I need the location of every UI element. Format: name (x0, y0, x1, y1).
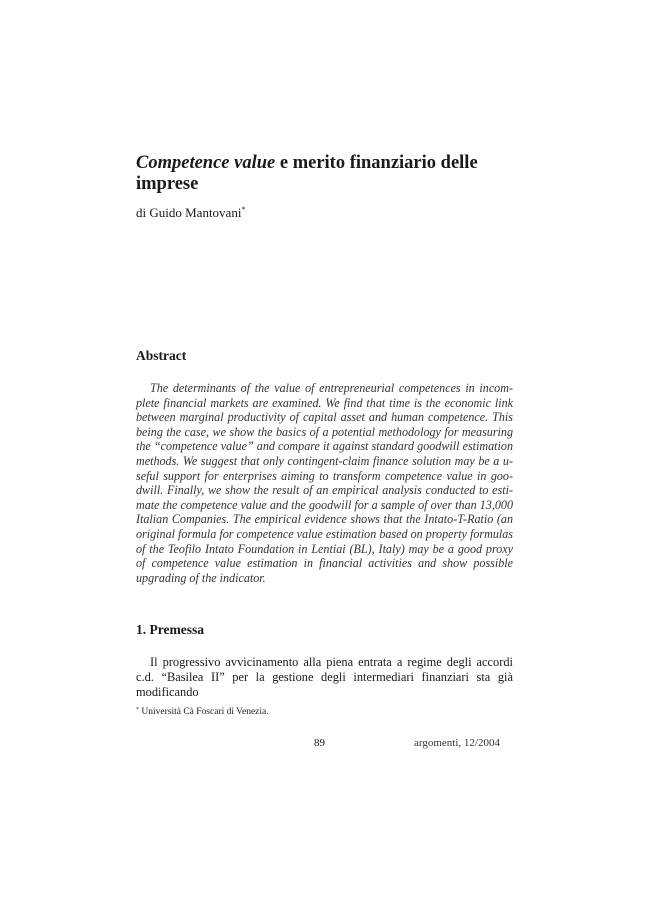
abstract-heading: Abstract (136, 348, 187, 363)
footnote-text: Università Cà Foscari di Venezia. (139, 707, 269, 717)
article-title-italic: Competence value (136, 153, 276, 173)
author-footnote-marker: * (241, 205, 246, 214)
abstract-text: The determinants of the value of entrepreneurial competences in incomplete financial markets are examined. We find that time is the economic link between marginal productivity of capital asset and human competence. This being the case, we show the basics of a potential methodology for measuring the “competence value” and compare it against standard goodwill estimation methods. We suggest that only contingent-claim finance solution may be a useful support for enterprises aiming to transform competence value in goodwill. Finally, we show the result of an empirical analysis conducted to estimate the competence value and the goodwill for a sample of over than 13,000 Italian Companies. The empirical evidence shows that the Intato-T-Ratio (an original formula for competence value estimation based on property formulas of the Teofilo Intato Foundation in Lentiai (BL), Italy) may be a good proxy of competence value estimation in financial activities and show possible upgrading of the indicator. (136, 381, 513, 585)
author-name: di Guido Mantovani (136, 205, 242, 220)
author-line (136, 205, 245, 221)
page-number: 89 (314, 737, 325, 749)
footnote (136, 707, 269, 718)
journal-running-foot: argomenti, 12/2004 (414, 737, 500, 749)
article-title-rest: e merito finanziario delle imprese (136, 153, 478, 194)
section-heading: 1. Premessa (136, 622, 204, 637)
section-paragraph: Il progressivo avvicinamento alla piena entrata a regime degli accordi c.d. “Basilea II” per la gestione degli intermediari finanziari sta già modificando (136, 655, 513, 699)
article-title (136, 153, 516, 195)
footnote-marker: * (136, 707, 139, 713)
